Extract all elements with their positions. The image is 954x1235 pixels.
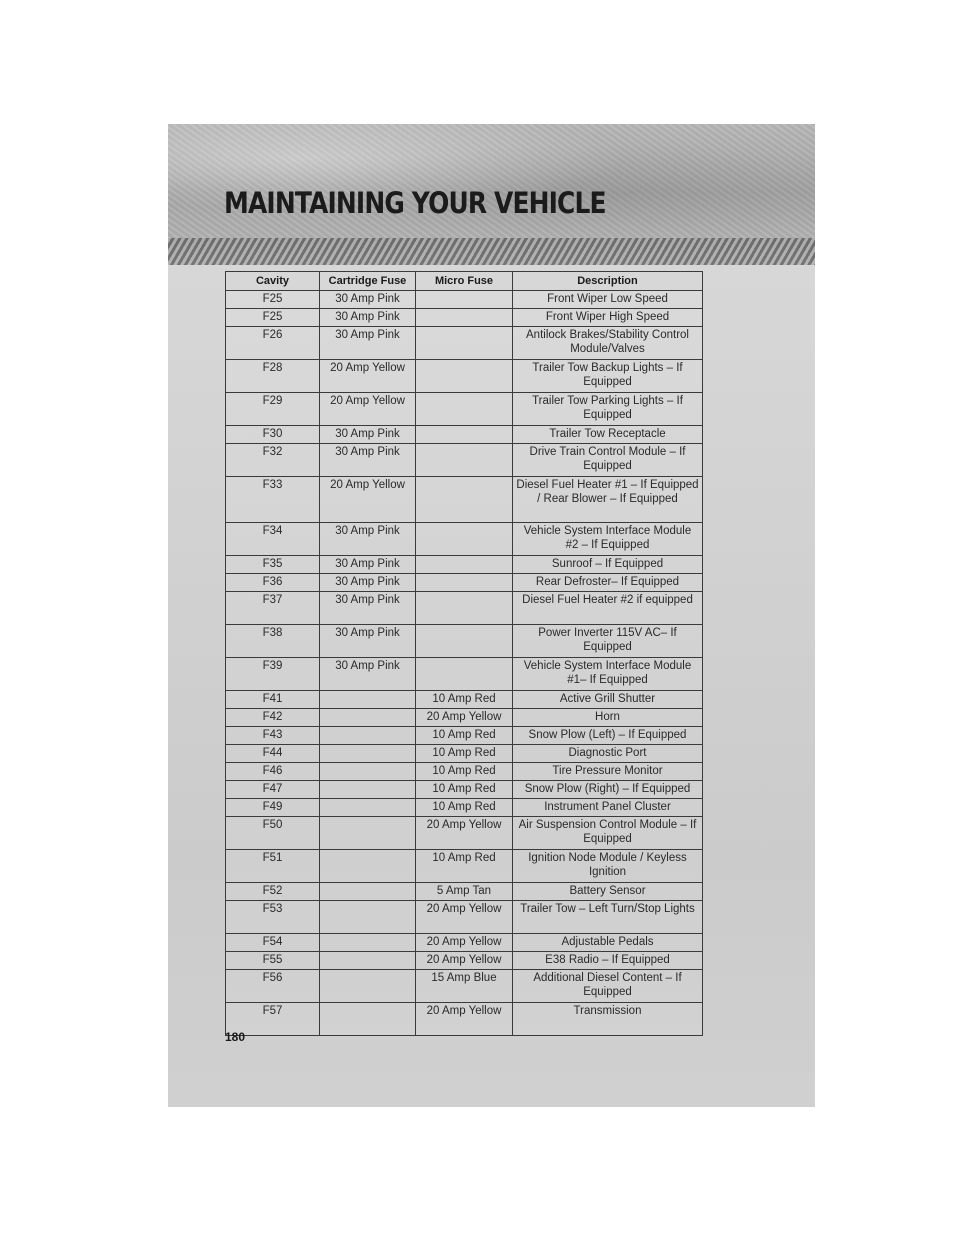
cartridge-fuse-cell [320, 691, 416, 709]
cavity-cell: F35 [226, 556, 320, 574]
table-row [226, 477, 703, 523]
header-stripe [168, 238, 815, 265]
fuse-table [225, 271, 703, 1036]
micro-fuse-cell [416, 477, 513, 523]
table-row [226, 309, 703, 327]
cavity-cell: F52 [226, 883, 320, 901]
table-row [226, 426, 703, 444]
cartridge-fuse-cell [320, 901, 416, 934]
description-cell: Antilock Brakes/Stability Control Module/Valves [513, 327, 703, 360]
cartridge-fuse-cell: 30 Amp Pink [320, 523, 416, 556]
micro-fuse-cell: 20 Amp Yellow [416, 817, 513, 850]
cavity-cell: F55 [226, 952, 320, 970]
description-cell: Tire Pressure Monitor [513, 763, 703, 781]
cartridge-fuse-cell [320, 727, 416, 745]
cavity-cell: F50 [226, 817, 320, 850]
page-title: MAINTAINING YOUR VEHICLE [224, 186, 606, 220]
table-row [226, 763, 703, 781]
description-cell: Sunroof – If Equipped [513, 556, 703, 574]
description-cell: Diagnostic Port [513, 745, 703, 763]
description-cell: Active Grill Shutter [513, 691, 703, 709]
micro-fuse-cell [416, 556, 513, 574]
description-cell: Diesel Fuel Heater #1 – If Equipped / Rear Blower – If Equipped [513, 477, 703, 523]
cavity-cell: F57 [226, 1003, 320, 1036]
micro-fuse-cell [416, 444, 513, 477]
description-cell: Transmission [513, 1003, 703, 1036]
micro-fuse-cell: 10 Amp Red [416, 781, 513, 799]
cartridge-fuse-cell: 30 Amp Pink [320, 291, 416, 309]
description-cell: Trailer Tow Parking Lights – If Equipped [513, 393, 703, 426]
micro-fuse-cell: 10 Amp Red [416, 745, 513, 763]
cavity-cell: F37 [226, 592, 320, 625]
table-row [226, 327, 703, 360]
column-header-micro-fuse: Micro Fuse [416, 272, 513, 291]
cartridge-fuse-cell [320, 952, 416, 970]
cartridge-fuse-cell [320, 799, 416, 817]
cartridge-fuse-cell [320, 763, 416, 781]
table-row [226, 556, 703, 574]
cavity-cell: F51 [226, 850, 320, 883]
cartridge-fuse-cell [320, 970, 416, 1003]
micro-fuse-cell [416, 327, 513, 360]
micro-fuse-cell [416, 360, 513, 393]
micro-fuse-cell: 10 Amp Red [416, 799, 513, 817]
micro-fuse-cell: 10 Amp Red [416, 850, 513, 883]
cartridge-fuse-cell [320, 709, 416, 727]
description-cell: Horn [513, 709, 703, 727]
cartridge-fuse-cell [320, 934, 416, 952]
description-cell: Rear Defroster– If Equipped [513, 574, 703, 592]
description-cell: Front Wiper Low Speed [513, 291, 703, 309]
micro-fuse-cell: 20 Amp Yellow [416, 709, 513, 727]
cavity-cell: F47 [226, 781, 320, 799]
fuse-table-body [226, 291, 703, 1036]
description-cell: Battery Sensor [513, 883, 703, 901]
table-row [226, 291, 703, 309]
cavity-cell: F25 [226, 309, 320, 327]
table-row [226, 817, 703, 850]
table-row [226, 883, 703, 901]
cavity-cell: F54 [226, 934, 320, 952]
cavity-cell: F56 [226, 970, 320, 1003]
cartridge-fuse-cell [320, 850, 416, 883]
table-row [226, 850, 703, 883]
cavity-cell: F38 [226, 625, 320, 658]
micro-fuse-cell [416, 592, 513, 625]
cavity-cell: F53 [226, 901, 320, 934]
table-row [226, 727, 703, 745]
micro-fuse-cell [416, 291, 513, 309]
description-cell: Snow Plow (Left) – If Equipped [513, 727, 703, 745]
cavity-cell: F33 [226, 477, 320, 523]
cavity-cell: F30 [226, 426, 320, 444]
cartridge-fuse-cell: 30 Amp Pink [320, 309, 416, 327]
cartridge-fuse-cell: 30 Amp Pink [320, 574, 416, 592]
description-cell: Air Suspension Control Module – If Equipped [513, 817, 703, 850]
description-cell: Diesel Fuel Heater #2 if equipped [513, 592, 703, 625]
micro-fuse-cell: 5 Amp Tan [416, 883, 513, 901]
table-row [226, 745, 703, 763]
table-row [226, 709, 703, 727]
page-header-banner [168, 124, 815, 238]
micro-fuse-cell: 15 Amp Blue [416, 970, 513, 1003]
micro-fuse-cell: 10 Amp Red [416, 727, 513, 745]
cartridge-fuse-cell: 20 Amp Yellow [320, 477, 416, 523]
table-row [226, 360, 703, 393]
column-header-cartridge-fuse: Cartridge Fuse [320, 272, 416, 291]
cavity-cell: F36 [226, 574, 320, 592]
micro-fuse-cell [416, 658, 513, 691]
cartridge-fuse-cell [320, 745, 416, 763]
table-row [226, 523, 703, 556]
description-cell: E38 Radio – If Equipped [513, 952, 703, 970]
description-cell: Drive Train Control Module – If Equipped [513, 444, 703, 477]
cartridge-fuse-cell: 20 Amp Yellow [320, 393, 416, 426]
micro-fuse-cell [416, 625, 513, 658]
description-cell: Instrument Panel Cluster [513, 799, 703, 817]
description-cell: Snow Plow (Right) – If Equipped [513, 781, 703, 799]
description-cell: Vehicle System Interface Module #2 – If Equipped [513, 523, 703, 556]
cavity-cell: F34 [226, 523, 320, 556]
description-cell: Trailer Tow Backup Lights – If Equipped [513, 360, 703, 393]
cartridge-fuse-cell [320, 781, 416, 799]
description-cell: Adjustable Pedals [513, 934, 703, 952]
description-cell: Trailer Tow – Left Turn/Stop Lights [513, 901, 703, 934]
description-cell: Front Wiper High Speed [513, 309, 703, 327]
description-cell: Ignition Node Module / Keyless Ignition [513, 850, 703, 883]
cavity-cell: F29 [226, 393, 320, 426]
cartridge-fuse-cell [320, 1003, 416, 1036]
description-cell: Additional Diesel Content – If Equipped [513, 970, 703, 1003]
cavity-cell: F46 [226, 763, 320, 781]
cartridge-fuse-cell: 30 Amp Pink [320, 426, 416, 444]
cartridge-fuse-cell: 20 Amp Yellow [320, 360, 416, 393]
table-row [226, 952, 703, 970]
table-row [226, 934, 703, 952]
cavity-cell: F32 [226, 444, 320, 477]
table-row [226, 781, 703, 799]
micro-fuse-cell [416, 309, 513, 327]
cartridge-fuse-cell: 30 Amp Pink [320, 592, 416, 625]
table-row [226, 574, 703, 592]
cavity-cell: F25 [226, 291, 320, 309]
cartridge-fuse-cell [320, 817, 416, 850]
cavity-cell: F28 [226, 360, 320, 393]
micro-fuse-cell: 20 Amp Yellow [416, 901, 513, 934]
cavity-cell: F26 [226, 327, 320, 360]
table-row [226, 691, 703, 709]
cartridge-fuse-cell: 30 Amp Pink [320, 444, 416, 477]
description-cell: Trailer Tow Receptacle [513, 426, 703, 444]
cavity-cell: F43 [226, 727, 320, 745]
micro-fuse-cell: 10 Amp Red [416, 691, 513, 709]
column-header-cavity: Cavity [226, 272, 320, 291]
micro-fuse-cell: 20 Amp Yellow [416, 934, 513, 952]
table-row [226, 799, 703, 817]
cavity-cell: F41 [226, 691, 320, 709]
table-header-row [226, 272, 703, 291]
micro-fuse-cell: 10 Amp Red [416, 763, 513, 781]
micro-fuse-cell [416, 393, 513, 426]
table-row [226, 970, 703, 1003]
cavity-cell: F49 [226, 799, 320, 817]
table-row [226, 658, 703, 691]
table-row [226, 592, 703, 625]
cartridge-fuse-cell: 30 Amp Pink [320, 658, 416, 691]
table-row [226, 444, 703, 477]
micro-fuse-cell [416, 523, 513, 556]
column-header-description: Description [513, 272, 703, 291]
cavity-cell: F39 [226, 658, 320, 691]
micro-fuse-cell [416, 426, 513, 444]
description-cell: Power Inverter 115V AC– If Equipped [513, 625, 703, 658]
cartridge-fuse-cell: 30 Amp Pink [320, 625, 416, 658]
micro-fuse-cell [416, 574, 513, 592]
micro-fuse-cell: 20 Amp Yellow [416, 1003, 513, 1036]
page-number: 180 [225, 1030, 246, 1044]
table-row [226, 901, 703, 934]
cartridge-fuse-cell: 30 Amp Pink [320, 327, 416, 360]
table-row [226, 1003, 703, 1036]
description-cell: Vehicle System Interface Module #1– If Equipped [513, 658, 703, 691]
cartridge-fuse-cell [320, 883, 416, 901]
table-row [226, 625, 703, 658]
cavity-cell: F42 [226, 709, 320, 727]
cavity-cell: F44 [226, 745, 320, 763]
micro-fuse-cell: 20 Amp Yellow [416, 952, 513, 970]
cartridge-fuse-cell: 30 Amp Pink [320, 556, 416, 574]
table-row [226, 393, 703, 426]
